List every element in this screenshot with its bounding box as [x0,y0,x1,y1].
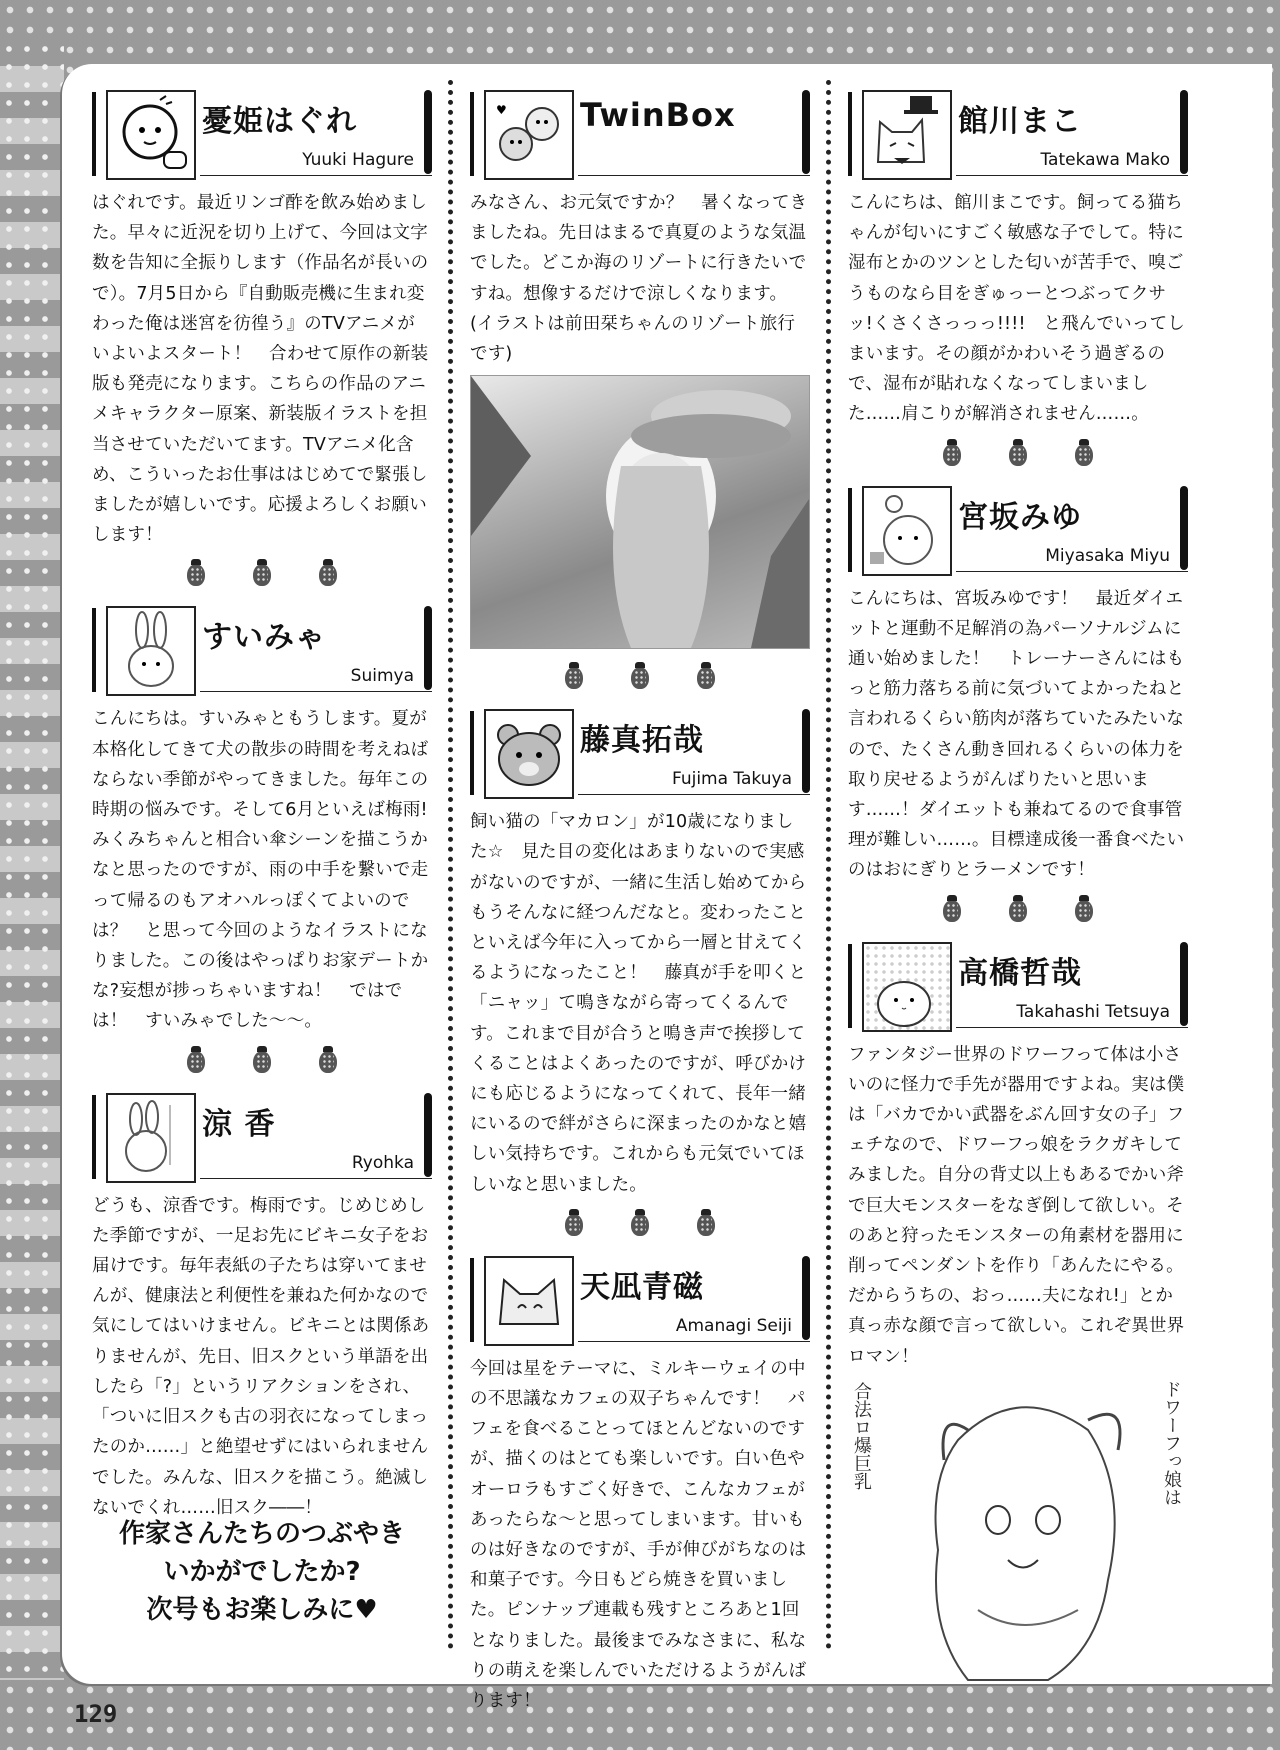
strawberry-icon [943,900,961,922]
author-header [470,707,810,799]
author-header [92,604,432,696]
author-romaji: Takahashi Tetsuya [1016,1001,1170,1022]
author-header [92,88,432,180]
author-header [470,88,810,180]
author-message: ファンタジー世界のドワーフって体は小さいのに怪力で手先が器用ですよね。実は僕は「バカでかい武器をぶん回す女の子」フェチなので、ドワーフっ娘をラクガキしてみました。自分の背丈以上もあるでかい斧で巨大モンスターをなぎ倒して欲しい。そのあと狩ったモンスターの角素材を器用に削ってペンダントを作り「あんたにやる。だからうちの、おっ……夫になれ!」とか真っ赤な顔で言って欲しい。これぞ異世界ロマン！ [848,1044,1185,1367]
strawberry-icon [187,1051,205,1073]
author-header [848,484,1188,576]
page-number: 129 [74,1700,118,1728]
dwarf-girl-sketch [848,1380,1188,1690]
svg-text:♥: ♥ [496,103,507,117]
strawberry-icon [565,667,583,689]
strawberry-icon [631,1214,649,1236]
author-message: こんにちは、宮坂みゆです！ 最近ダイエットと運動不足解消の為パーソナルジムに通い始めました！ トレーナーさんにはもっと筋力落ちる前に気づいてよかったねと言われるくらい筋肉が落ちていたみたいなので、たくさん動き回れるくらいの体力を取り戻せるようがんばりたいと思います……！ダイエットも兼ねてるので食事管理が難しい……。目標達成後一番食べたいのはおにぎりとラーメンです！ [848,588,1185,881]
strawberry-divider [470,659,810,699]
resort-illustration [470,375,810,649]
strawberry-divider [92,1043,432,1083]
strawberry-divider [470,1206,810,1246]
seal-icon [862,942,952,1032]
strawberry-icon [697,1214,715,1236]
strawberry-icon [565,1214,583,1236]
strawberry-divider [848,436,1188,476]
author-message: みなさん、お元気ですか？ 暑くなってきましたね。先日はまるで真夏のような気温でした。どこか海のリゾートに行きたいですね。想像するだけで涼しくなります。(イラストは前田栞ちゃんのリゾート旅行です) [470,193,808,365]
author-header [848,88,1188,180]
author-name: 藤真拓哉 [580,723,704,759]
strawberry-icon [631,667,649,689]
strawberry-divider [848,892,1188,932]
author-name: 高橋哲哉 [958,955,1082,991]
tophat-cat-icon [862,90,952,180]
strawberry-divider [92,556,432,596]
rabbit-icon [106,606,196,696]
strawberry-icon [697,667,715,689]
author-romaji: Suimya [350,666,414,687]
strawberry-icon [319,564,337,586]
closing-line: 作家さんたちのつぶやき [118,1519,405,1549]
strawberry-icon [1075,444,1093,466]
closing-message [92,1515,432,1629]
strawberry-icon [253,1051,271,1073]
author-name: すいみゃ [202,620,326,656]
author-message: どうも、涼香です。梅雨です。じめじめした季節ですが、一足お先にビキニ女子をお届けです。毎年表紙の子たちは穿いてませんが、健康法と利便性を兼ねた何かなので気にしてはいけません。ビキニとは関係ありませんが、先日、旧スクという単語を出したら「?」というリアクションをされ、「ついに旧スクも古の羽衣になってしまったのか……」と絶望せずにはいられませんでした。みんな、旧スクを描こう。絶滅しないでくれ……旧スク――！ [92,1195,430,1518]
author-name: TwinBox [580,96,736,134]
author-romaji: Yuuki Hagure [302,150,414,170]
author-romaji: Miyasaka Miyu [1045,545,1170,566]
author-romaji: Ryohka [351,1152,414,1173]
closing-line: 次号もお楽しみに♥ [146,1595,378,1625]
author-message: はぐれです。最近リンゴ酢を飲み始めました。早々に近況を切り上げて、今回は文字数を告知に全振りします（作品名が長いので）。7月5日から『自動販売機に生まれ変わった俺は迷宮を彷徨う』のTVアニメがいよいよスタート！ 合わせて原作の新装版も発売になります。こちらの作品のアニメキャラクター原案、新装版イラストを担当させていただいてます。TVアニメ化含め、こういったお仕事ははじめてで緊張しましたが嬉しいです。応援よろしくお願いします！ [92,193,429,546]
twin-mascots-icon [484,90,574,180]
author-romaji: Fujima Takuya [671,769,792,790]
author-name: 天凪青磁 [580,1269,704,1305]
column-divider [448,80,453,1650]
author-romaji: Tatekawa Mako [1040,150,1170,170]
column-divider [826,80,831,1650]
author-name: 館川まこ [958,104,1082,139]
strawberry-icon [187,564,205,586]
round-face-icon [106,90,196,180]
bear-icon [484,709,574,799]
author-header [470,1254,810,1346]
column-middle [470,88,810,1716]
strawberry-icon [1009,900,1027,922]
author-romaji: Amanagi Seiji [675,1315,792,1336]
author-message: 今回は星をテーマに、ミルキーウェイの中の不思議なカフェの双子ちゃんです！ パフェを食べることってほとんどないのですが、描くのはとても楽しいです。白い色やオーロラもすごく好きで、こんなカフェがあったらな〜と思ってしまいます。甘いものは好きなのですが、手が伸びがちなのは和菓子です。今日もどら焼きを買いました。ピンナップ連載も残すところあと1回となりました。最後までみなさまに、私なりの萌えを楽しんでいただけるようがんばります！ [470,1358,807,1712]
strawberry-icon [943,444,961,466]
column-left [92,88,432,1523]
column-right [848,88,1188,1690]
closing-line: いかがでしたか? [163,1557,361,1587]
author-name: 涼 香 [202,1106,276,1142]
strawberry-icon [1009,444,1027,466]
author-header [92,1091,432,1183]
cat-face-icon [484,1256,574,1346]
sketch-caption: ドワーフっ娘は [1161,1379,1182,1506]
strawberry-icon [253,564,271,586]
author-header [848,940,1188,1032]
strawberry-icon [319,1051,337,1073]
author-name: 宮坂みゆ [958,499,1082,535]
author-message: こんにちは、館川まこです。飼ってる猫ちゃんが匂いにすごく敏感な子でして。特に湿布とかのツンとした匂いが苦手で、嗅ごうものなら目をぎゅっーとつぶってクサッ!くさくさっっっ!!!! と飛んでいってしまいます。その顔がかわいそう過ぎるので、湿布が貼れなくなってしまいました……肩こりが解消されません……。 [848,193,1185,425]
sketch-caption: 合法ロ爆巨乳 [851,1381,872,1490]
flower-sheep-icon [862,486,952,576]
strawberry-icon [1075,900,1093,922]
author-message: こんにちは。すいみゃともうします。夏が本格化してきて犬の散歩の時間を考えねばならない季節がやってきました。毎年この時期の悩みです。そして6月といえば梅雨!みくみちゃんと相合い傘シーンを描こうかなと思ったのですが、雨の中手を繋いで走って帰るのもアオハルっぽくてよいのでは？ と思って今回のようなイラストになりました。この後はやっぱりお家デートかな?妄想が捗っちゃいますね！ ではでは！ すいみゃでした〜〜。 [92,709,429,1032]
left-stripe-decoration [0,40,64,1680]
bunny-sign-icon [106,1093,196,1183]
author-message: 飼い猫の「マカロン」が10歳になりました☆ 見た目の変化はあまりないので実感がないのですが、一緒に生活し始めてからもうそんなに経つんだなと。変わったことといえば今年に入ってから一層と甘えてくるようになったこと！ 藤真が手を叩くと「ニャッ」て鳴きながら寄ってくるんです。これまで目が合うと鳴き声で挨拶してくることはよくあったのですが、呼びかけにも応じるようになってくれて、長年一緒にいるので絆がさらに深まったのかなと嬉しい気持ちです。これからも元気でいてほしいなと思いました。 [470,812,807,1195]
author-name: 憂姫はぐれ [202,104,357,139]
